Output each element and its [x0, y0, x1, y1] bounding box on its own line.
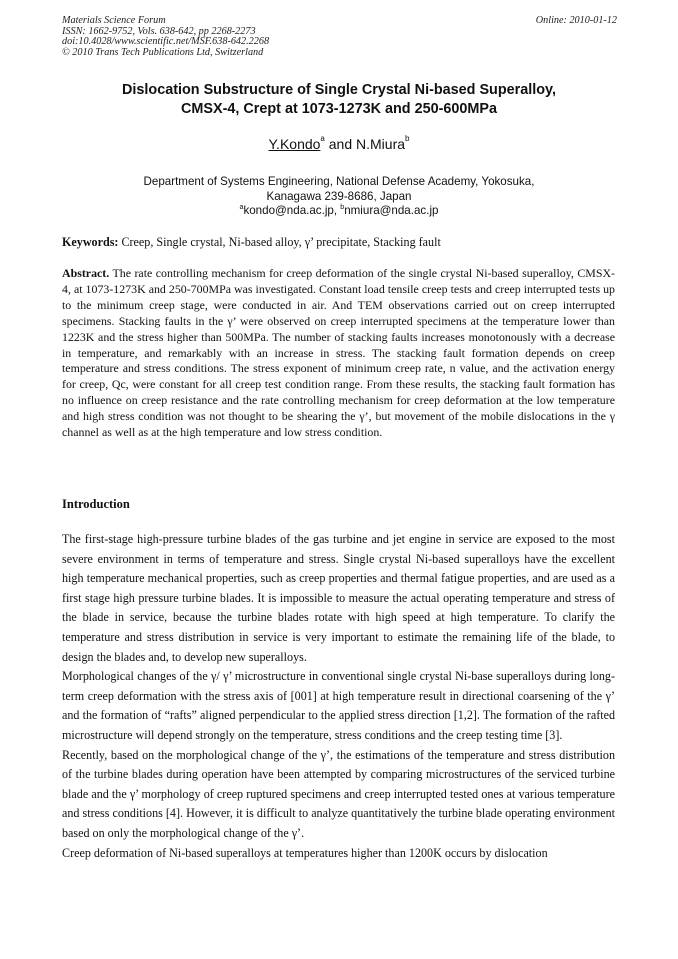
online-date: Online: 2010-01-12 [535, 15, 617, 26]
intro-paragraph-2: Morphological changes of the γ/ γ’ microstructure in conventional single crystal Ni-base superalloys during long-term creep deformation with the stress axis of [001] at high temperature result in directional coarsening of the γ’ and the formation of “rafts” aligned perpendicular to the applied stress direction [1,2]. The formation of the rafted microstructure will depend strongly on the temperature, stress conditions and the creep testing time [3]. [62, 669, 615, 742]
copyright-line: © 2010 Trans Tech Publications Ltd, Switzerland [62, 46, 264, 58]
affiliation-line-1: Department of Systems Engineering, National Defense Academy, Yokosuka, [143, 175, 535, 188]
abstract-label: Abstract. [62, 266, 110, 280]
author-separator: and [324, 136, 357, 152]
author-miura: N.Miura [356, 136, 406, 152]
author-kondo-affil-mark: a [320, 134, 325, 144]
journal-header [62, 16, 617, 58]
section-heading-introduction: Introduction [62, 497, 130, 511]
introduction-body [62, 530, 615, 863]
keywords [62, 235, 617, 250]
title-line-1: Dislocation Substructure of Single Crystal Ni-based Superalloy, [122, 82, 556, 98]
keywords-text: Creep, Single crystal, Ni-based alloy, γ’ precipitate, Stacking fault [118, 235, 441, 249]
email-miura[interactable]: nmiura@nda.ac.jp [344, 204, 439, 217]
intro-paragraph-3: Recently, based on the morphological change of the γ’, the estimations of the temperature and stress distribution of the turbine blades during operation have been attempted by comparing microstructures of the serviced turbine blade and the γ’ morphology of creep ruptured specimens and creep interrupted tested ones at various temperature and stress conditions [4]. However, it is difficult to analyze quantitatively the turbine blade operating environment based on only the morphological change of the γ’. [62, 747, 615, 840]
intro-paragraph-1: The first-stage high-pressure turbine blades of the gas turbine and jet engine in service are exposed to the most severe environment in terms of temperature and stress. Single crystal Ni-based superalloys have the excellent high temperature mechanical properties, such as creep properties and thermal fatigue properties, and are used as a first stage high pressure turbine blades. It is impossible to measure the actual operating temperature and stress of the blade in service, because the turbine blades rotate with high speed at high temperature. To clarify the temperature and stress distribution in service is very important to estimate the remaining life of the blade, to design the blades and, to develop new superalloys. [62, 532, 615, 664]
email-a-mark: a [239, 204, 244, 212]
abstract [62, 266, 615, 441]
author-list [62, 136, 616, 152]
email-b-mark: b [340, 204, 345, 212]
email-line [62, 204, 616, 219]
affiliation [62, 175, 616, 219]
email-kondo[interactable]: kondo@nda.ac.jp, [243, 204, 341, 217]
issn-line: ISSN: 1662-9752, Vols. 638-642, pp 2268-2273 [62, 25, 256, 37]
intro-paragraph-4: Creep deformation of Ni-based superalloys at temperatures higher than 1200K occurs by dislocation [62, 845, 548, 860]
journal-name: Materials Science Forum [62, 15, 166, 26]
author-miura-affil-mark: b [405, 134, 410, 144]
keywords-label: Keywords: [62, 235, 119, 249]
abstract-text: The rate controlling mechanism for creep deformation of the single crystal Ni-based superalloy, CMSX-4, at 1073-1273K and 250-700MPa was investigated. Constant load tensile creep tests and creep interrupted tests up to the minimum creep stage, were conducted in air. And TEM observations carried out on creep interrupted specimens. Stacking faults in the γ’ were observed on creep interrupted specimens at the temperature lower than 1223K and the stress higher than 500MPa. The number of stacking faults increases monotonously with a decrease in temperature, and remarkably with an increase in stress. The stacking fault formation depends on creep temperature and stress conditions. The stress exponent of minimum creep rate, n value, and the activation energy for creep, Qc, were constant for all creep test condition range. From these results, the stacking fault formation has no influence on creep resistance and the rate controlling mechanism for creep deformation at the low temperature and high stress condition was not thought to be shearing the γ’, but movement of the mobile dislocations in the γ channel as well as at the high temperature and low stress condition. [62, 266, 615, 440]
affiliation-line-2: Kanagawa 239-8686, Japan [266, 189, 412, 203]
doi-line: doi:10.4028/www.scientific.net/MSF.638-642.2268 [62, 36, 270, 48]
paper-title [62, 81, 616, 118]
title-line-2: CMSX-4, Crept at 1073-1273K and 250-600MPa [181, 100, 497, 117]
author-kondo[interactable]: Y.Kondo [268, 136, 321, 152]
